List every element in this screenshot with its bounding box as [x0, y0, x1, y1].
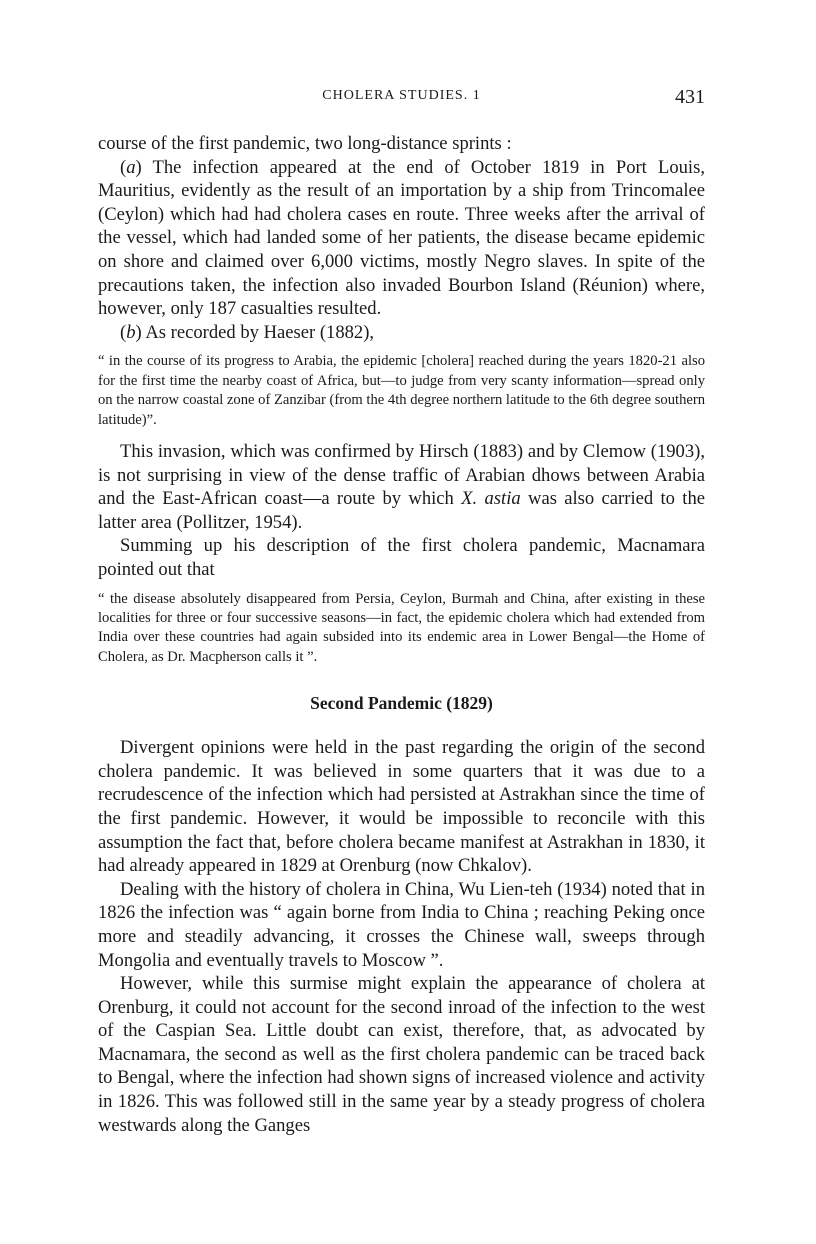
item-a-close: ) [135, 156, 153, 178]
invasion-text-after: was also carried to the latter area (Pollitzer, 1954). [98, 488, 706, 533]
block-quote-macnamara: “ the disease absolutely disappeared from Persia, Ceylon, Burmah and China, after existing in these localities for three or four successive seasons—in fact, the epidemic cholera which had extended from India over these countries had again subsided into its endemic area in Lower Bengal—the Home of Cholera, as Dr. Macpherson calls it ”. [98, 590, 705, 665]
paragraph-divergent-opinions: Divergent opinions were held in the past regarding the origin of the second cholera pandemic. It was believed in some quarters that it was due to a recrudescence of the infection which had persisted at Astrakhan since the time of the first pandemic. However, it would be impossible to reconcile with this assumption the fact that, before cholera became manifest at Astrakhan in 1830, it had already appeared in 1829 at Orenburg (now Chkalov). [98, 737, 705, 877]
item-b-open: ( [120, 321, 127, 343]
item-b-text: As recorded by Haeser (1882), [145, 321, 375, 343]
item-a-open: ( [120, 156, 127, 178]
paragraph-invasion [98, 440, 705, 534]
invasion-text-before: This invasion, which was confirmed by Hirsch (1883) and by Clemow (1903), is not surprising in view of the dense traffic of Arabian dhows between Arabia and the East-African coast—a route by which [98, 440, 705, 510]
block-quote-haeser: “ in the course of its progress to Arabia, the epidemic [cholera] reached during the years 1820-21 also for the first time the nearby coast of Africa, but—to judge from very scanty information—spread only on the narrow coastal zone of Zanzibar (from the 4th degree northern latitude to the 6th degree southern latitude)”. [98, 353, 705, 428]
species-name: X. astia [461, 488, 521, 510]
paragraph-wu-lien-teh: Dealing with the history of cholera in China, Wu Lien-teh (1934) noted that in 1826 the infection was “ again borne from India to China ; reaching Peking once more and steadily advancing, it crosses the Chinese wall, sweeps through Mongolia and eventually travels to Moscow ”. [98, 878, 705, 971]
page-header [98, 86, 705, 116]
running-head: CHOLERA STUDIES. 1 [322, 88, 481, 103]
item-a-text: The infection appeared at the end of October 1819 in Port Louis, Mauritius, evidently as the result of an importation by a ship from Trincomalee (Ceylon) which had had cholera cases en route. Three weeks after the arrival of the vessel, which had landed some of her patients, the disease became epidemic on shore and claimed over 6,000 victims, mostly Negro slaves. In spite of the precautions taken, the infection also invaded Bourbon Island (Réunion) where, however, only 187 casualties resulted. [98, 156, 705, 320]
paragraph-item-a [98, 156, 705, 321]
paragraph-however: However, while this surmise might explain the appearance of cholera at Orenburg, it could not account for the second inroad of the infection to the west of the Caspian Sea. Little doubt can exist, therefore, that, as advocated by Macnamara, the second as well as the first cholera pandemic can be traced back to Bengal, where the infection had shown signs of increased violence and activity in 1826. This was followed still in the same year by a steady progress of cholera westwards along the Ganges [98, 973, 705, 1136]
item-a-label: a [126, 156, 136, 178]
item-b-close: ) [135, 321, 146, 343]
paragraph-summing-up: Summing up his description of the first cholera pandemic, Macnamara pointed out that [98, 535, 705, 580]
section-heading: Second Pandemic (1829) [310, 693, 493, 714]
paragraph-continuation: course of the first pandemic, two long-distance sprints : [98, 133, 512, 154]
body-text [98, 132, 705, 1137]
paragraph-item-b [98, 321, 705, 345]
page-number: 431 [675, 86, 705, 108]
item-b-label: b [126, 321, 136, 343]
